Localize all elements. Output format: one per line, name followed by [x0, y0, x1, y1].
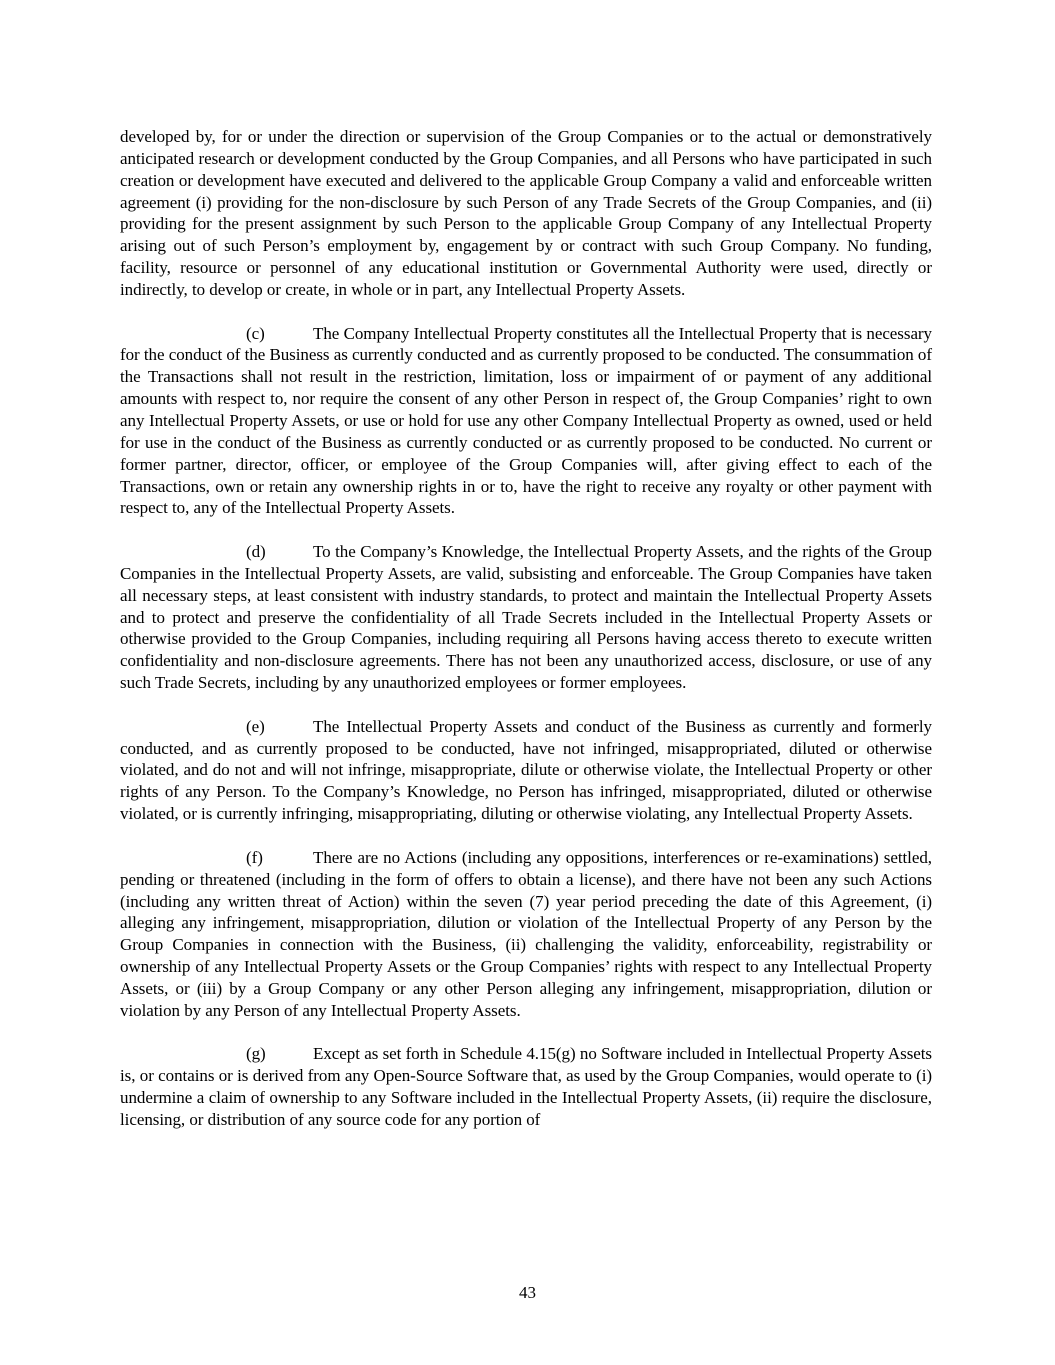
paragraph-text: There are no Actions (including any oppositions, interferences or re-examinations) settled, pending or threatened (including in the form of offers to obtain a license), and there have not been any such Actions (including any written threat of Action) within the seven (7) year period preceding the date of this Agreement, (i) alleging any infringement, misappropriation, dilution or violation of the Intellectual Property of any Person by the Group Companies in connection with the Business, (ii) challenging the validity, enforceability, registrability or ownership of any Intellectual Property Assets or the Group Companies’ rights with respect to any Intellectual Property Assets, or (iii) by a Group Company or any other Person alleging any infringement, misappropriation, dilution or violation by any Person of any Intellectual Property Assets. — [120, 847, 932, 1020]
paragraph-label: (f) — [246, 847, 263, 867]
paragraph-label: (c) — [246, 323, 265, 343]
paragraph-label: (g) — [246, 1044, 266, 1064]
paragraph-text: To the Company’s Knowledge, the Intellectual Property Assets, and the rights of the Group Companies in the Intellectual Property Assets, are valid, subsisting and enforceable. The Group Companies have taken all necessary steps, at least consistent with industry standards, to protect and maintain the Intellectual Property Assets and to protect and preserve the confidentiality of all Trade Secrets included in the Intellectual Property Assets or otherwise provided to the Group Companies, including requiring all Persons having access thereto to execute written confidentiality and non-disclosure agreements. There has not been any unauthorized access, disclosure, or use of any such Trade Secrets, including by any unauthorized employees or former employees. — [120, 542, 932, 693]
paragraph-text: Except as set forth in Schedule 4.15(g) no Software included in Intellectual Property Assets is, or contains or is derived from any Open-Source Software that, as used by the Group Companies, would operate to (i) undermine a claim of ownership to any Software included in the Intellectual Property Assets, (ii) require the disclosure, licensing, or distribution of any source code for any portion of — [120, 1044, 932, 1129]
paragraph-continuation — [120, 126, 932, 301]
paragraph-f — [120, 847, 932, 1022]
paragraph-g — [120, 1043, 932, 1130]
document-body — [120, 126, 932, 1153]
paragraph-label: (e) — [246, 716, 265, 736]
paragraph-e — [120, 716, 932, 825]
paragraph-text: developed by, for or under the direction or supervision of the Group Companies or to the actual or demonstratively anticipated research or development conducted by the Group Companies, and all Persons who have participated in such creation or development have executed and delivered to the applicable Group Company a valid and enforceable written agreement (i) providing for the non-disclosure by such Person of any Trade Secrets of the Group Companies, and (ii) providing for the present assignment by such Person to the applicable Group Company of any Intellectual Property arising out of such Person’s employment by, engagement by or contract with such Group Company. No funding, facility, resource or personnel of any educational institution or Governmental Authority were used, directly or indirectly, to develop or create, in whole or in part, any Intellectual Property Assets. — [120, 127, 932, 299]
paragraph-label: (d) — [246, 542, 266, 562]
paragraph-text: The Intellectual Property Assets and conduct of the Business as currently and formerly conducted, and as currently proposed to be conducted, have not infringed, misappropriated, diluted or otherwise violated, and do not and will not infringe, misappropriate, dilute or otherwise violate, the Intellectual Property or other rights of any Person. To the Company’s Knowledge, no Person has infringed, misappropriated, diluted or otherwise violated, or is currently infringing, misappropriating, diluting or otherwise violating, any Intellectual Property Assets. — [120, 716, 932, 824]
paragraph-text: The Company Intellectual Property constitutes all the Intellectual Property that is necessary for the conduct of the Business as currently conducted and as currently proposed to be conducted. The consummation of the Transactions shall not result in the restriction, limitation, loss or impairment of or payment of any additional amounts with respect to, nor require the consent of any other Person in respect of, the Group Companies’ right to own any Intellectual Property Assets, or use or hold for use any other Company Intellectual Property as owned, used or held for use in the conduct of the Business as currently conducted or as currently proposed to be conducted. No current or former partner, director, officer, or employee of the Group Companies will, after giving effect to each of the Transactions, own or retain any ownership rights in or to, have the right to receive any royalty or other payment with respect to, any of the Intellectual Property Assets. — [120, 323, 932, 518]
page-number: 43 — [519, 1283, 536, 1302]
paragraph-c — [120, 323, 932, 520]
paragraph-d — [120, 541, 932, 694]
